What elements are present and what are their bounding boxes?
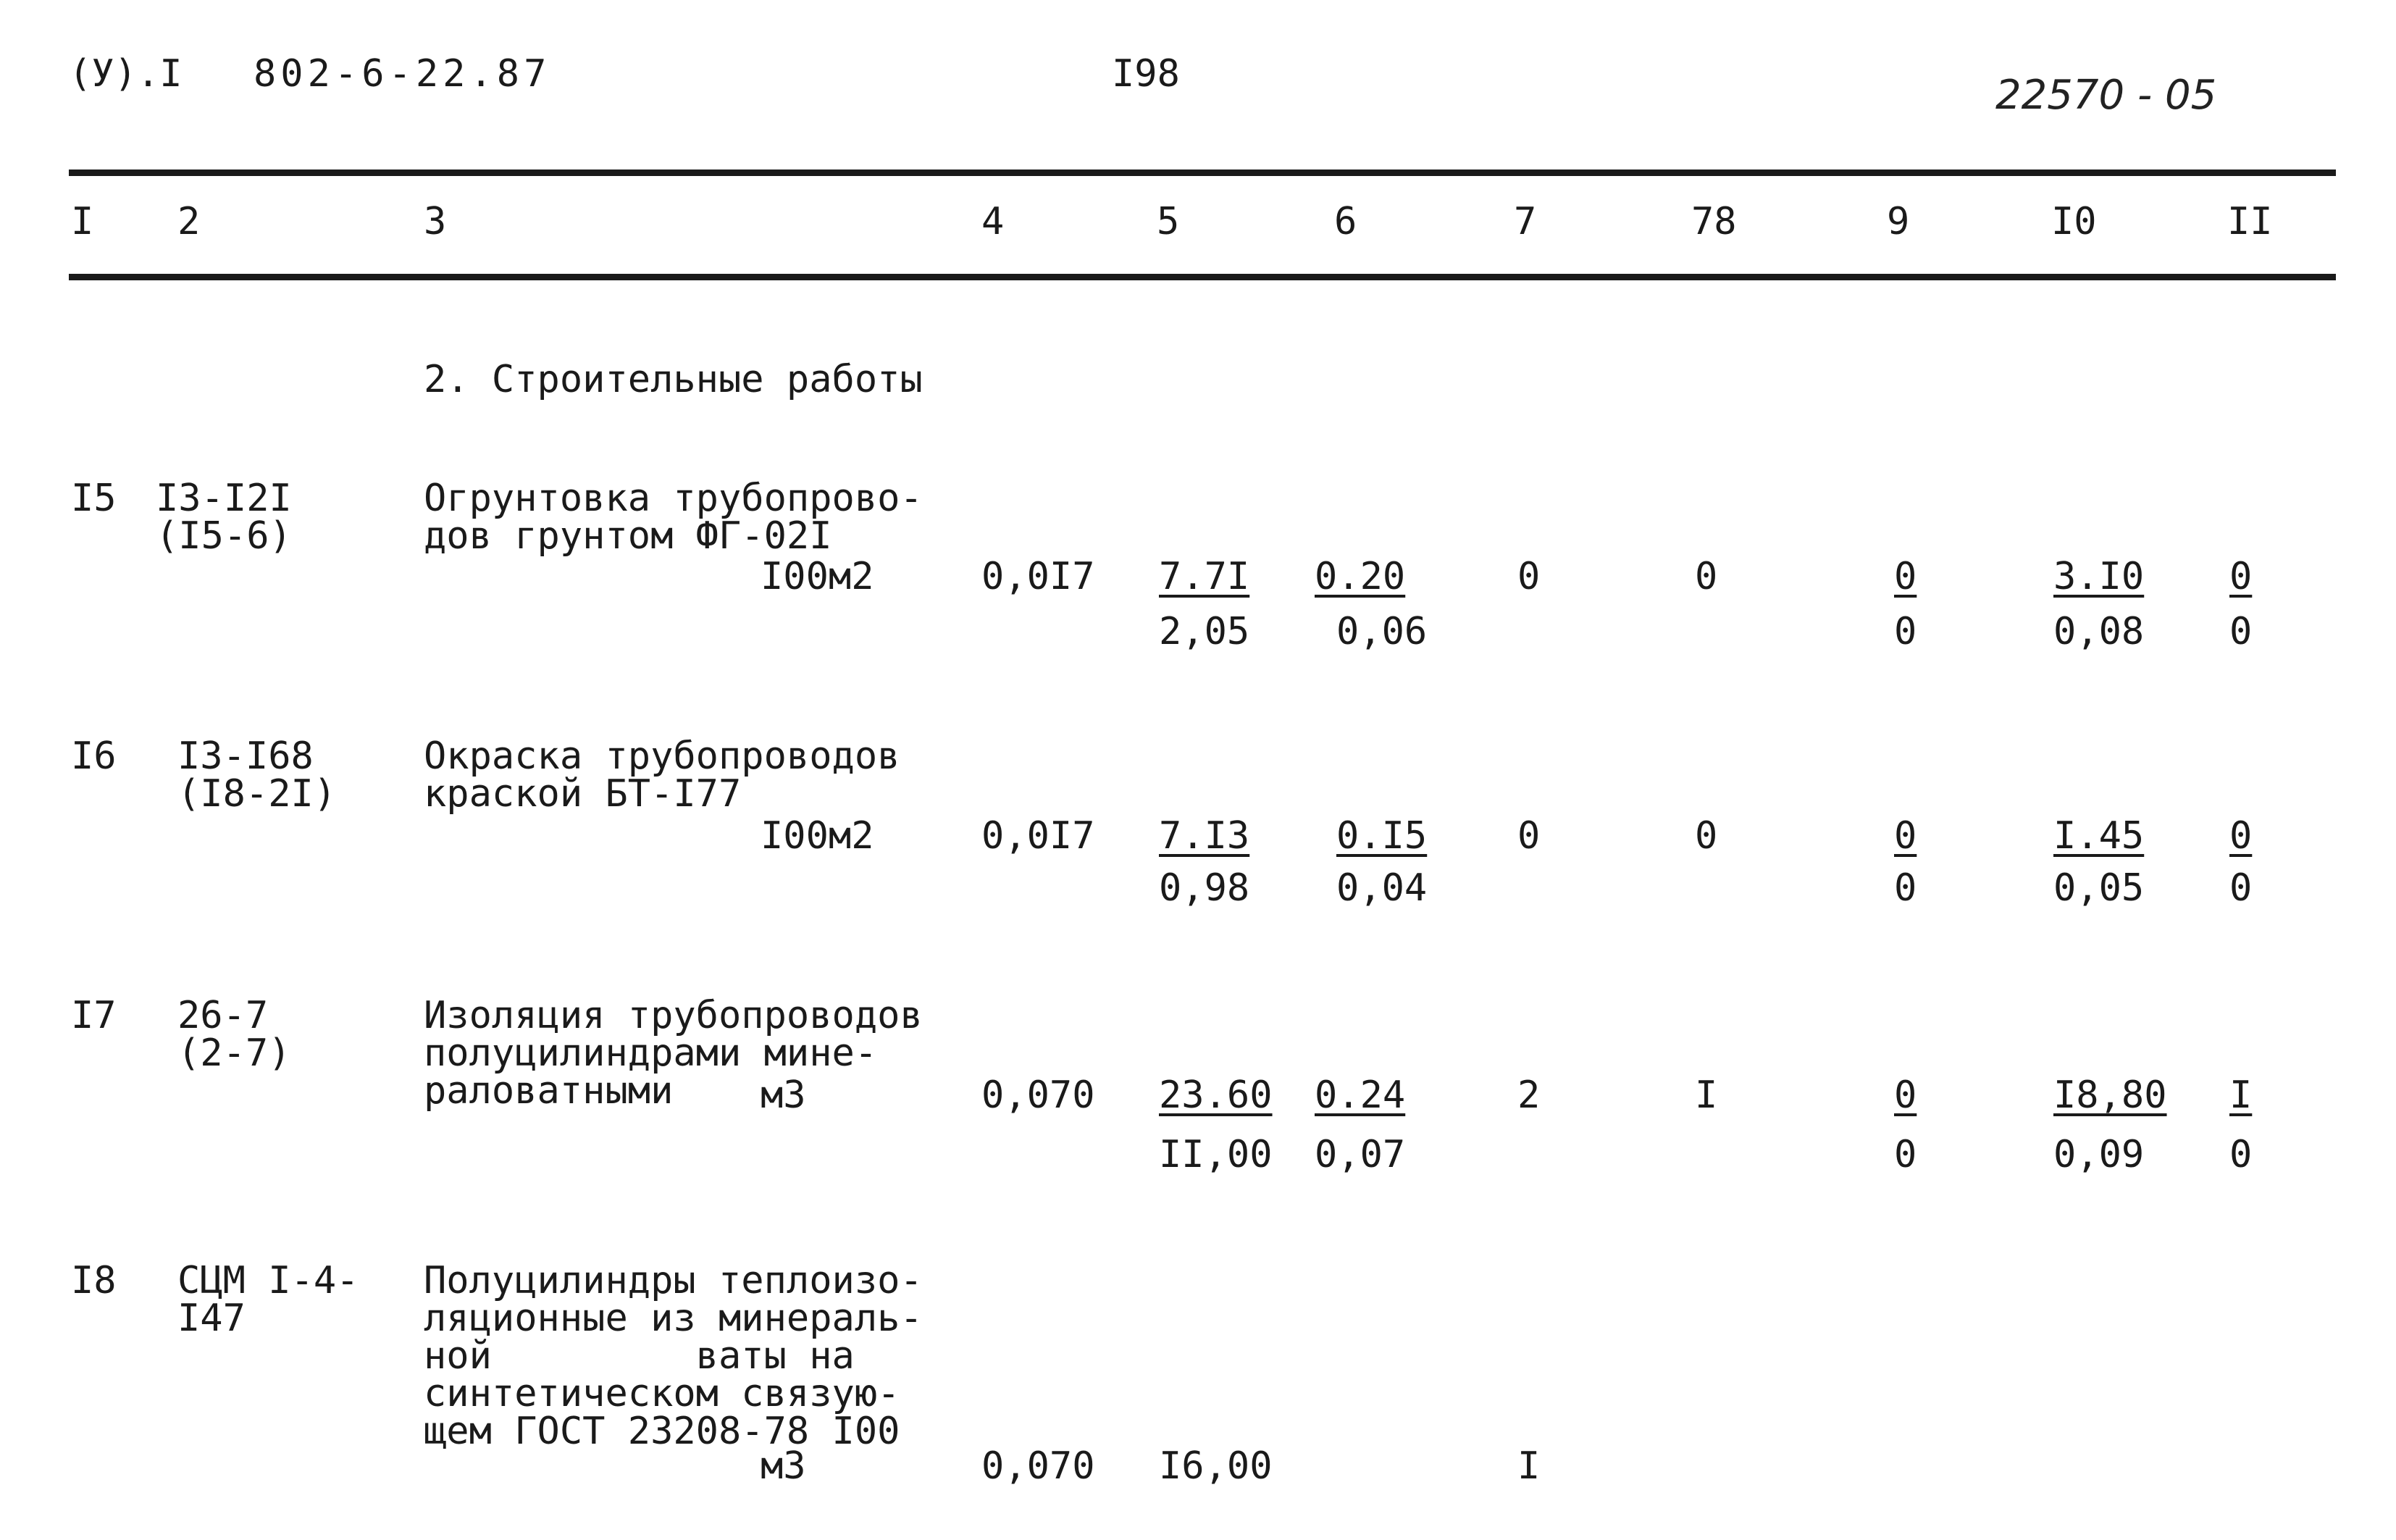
row-col9-top: 0 <box>1894 1074 1917 1117</box>
row-col11-bottom: 0 <box>2229 1133 2253 1176</box>
row-col9-bottom: 0 <box>1894 1133 1917 1176</box>
row-col11-bottom: 0 <box>2229 610 2253 653</box>
row-quantity: 0,070 <box>981 1074 1095 1117</box>
col-header-11: II <box>2227 200 2273 243</box>
row-col7: I <box>1517 1444 1541 1488</box>
page-number: I98 <box>1112 52 1180 96</box>
row-col5-bottom: 0,98 <box>1159 866 1250 910</box>
row-col6-bottom: 0,07 <box>1315 1133 1406 1176</box>
row-quantity: 0,070 <box>981 1444 1095 1488</box>
col-header-9: 9 <box>1887 200 1910 243</box>
row-number: I7 <box>71 994 117 1037</box>
row-unit: I00м2 <box>761 555 874 598</box>
row-description: Огрунтовка трубопрово- дов грунтом ФГ-02I <box>424 477 923 558</box>
col-header-2: 2 <box>177 200 201 243</box>
row-quantity: 0,0I7 <box>981 814 1095 858</box>
row-col9-top: 0 <box>1894 814 1917 858</box>
col-header-3: 3 <box>424 200 447 243</box>
row-unit: м3 <box>761 1074 806 1117</box>
row-description: Полуцилиндры теплоизо- ляционные из минераль- ной ваты на синтетическом связую- щем ГОСТ 23208-78 I00 <box>424 1259 923 1453</box>
row-col11-top: 0 <box>2229 555 2253 598</box>
row-col10-top: I.45 <box>2053 814 2145 858</box>
row-col78: 0 <box>1695 555 1718 598</box>
row-col6-bottom: 0,04 <box>1336 866 1428 910</box>
row-number: I5 <box>71 477 117 520</box>
series-label: (У).I <box>69 52 183 96</box>
row-unit: м3 <box>761 1444 806 1488</box>
col-header-6: 6 <box>1334 200 1357 243</box>
row-description: Изоляция трубопроводов полуцилиндрами мине- раловатными <box>424 994 923 1113</box>
row-quantity: 0,0I7 <box>981 555 1095 598</box>
row-col5-top: 7.7I <box>1159 555 1250 598</box>
handwritten-stamp-number: 22570 - 05 <box>1995 72 2217 119</box>
row-col11-bottom: 0 <box>2229 866 2253 910</box>
row-col10-bottom: 0,05 <box>2053 866 2145 910</box>
row-col10-top: I8,80 <box>2053 1074 2167 1117</box>
row-col10-top: 3.I0 <box>2053 555 2145 598</box>
row-col10-bottom: 0,09 <box>2053 1133 2145 1176</box>
row-code: I3-I68 (I8-2I) <box>177 735 337 816</box>
row-unit: I00м2 <box>761 814 874 858</box>
row-description: Окраска трубопроводов краской БТ-I77 <box>424 735 900 816</box>
row-col6-top: 0.20 <box>1315 555 1406 598</box>
row-col6-top: 0.I5 <box>1336 814 1428 858</box>
row-number: I8 <box>71 1259 117 1302</box>
row-col6-top: 0.24 <box>1315 1074 1406 1117</box>
col-header-7: 7 <box>1514 200 1537 243</box>
top-rule <box>69 170 2336 176</box>
row-col7: 0 <box>1517 814 1541 858</box>
row-col5-top: I6,00 <box>1159 1444 1273 1488</box>
row-col78: I <box>1695 1074 1718 1117</box>
row-col11-top: I <box>2229 1074 2253 1117</box>
row-col5-top: 7.I3 <box>1159 814 1250 858</box>
row-col9-top: 0 <box>1894 555 1917 598</box>
row-col5-bottom: 2,05 <box>1159 610 1250 653</box>
document-code: 802-6-22.87 <box>254 52 551 96</box>
header-rule <box>69 274 2336 280</box>
col-header-10: I0 <box>2051 200 2097 243</box>
col-header-5: 5 <box>1157 200 1180 243</box>
row-col9-bottom: 0 <box>1894 866 1917 910</box>
row-code: СЦМ I-4- I47 <box>177 1259 359 1340</box>
row-col78: 0 <box>1695 814 1718 858</box>
row-col7: 2 <box>1517 1074 1541 1117</box>
row-col5-bottom: II,00 <box>1159 1133 1273 1176</box>
row-col11-top: 0 <box>2229 814 2253 858</box>
col-header-78: 78 <box>1691 200 1737 243</box>
row-code: 26-7 (2-7) <box>177 994 291 1075</box>
row-col9-bottom: 0 <box>1894 610 1917 653</box>
row-col10-bottom: 0,08 <box>2053 610 2145 653</box>
section-title: 2. Строительные работы <box>424 358 923 401</box>
row-code: I3-I2I (I5-6) <box>156 477 292 558</box>
col-header-1: I <box>71 200 94 243</box>
row-col5-top: 23.60 <box>1159 1074 1273 1117</box>
col-header-4: 4 <box>981 200 1005 243</box>
row-col6-bottom: 0,06 <box>1336 610 1428 653</box>
row-col7: 0 <box>1517 555 1541 598</box>
row-number: I6 <box>71 735 117 778</box>
